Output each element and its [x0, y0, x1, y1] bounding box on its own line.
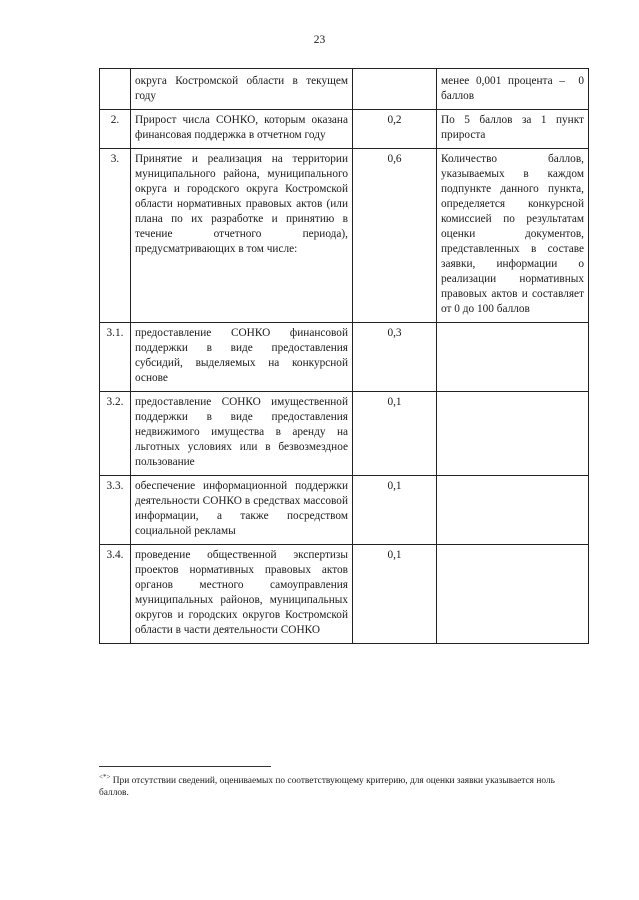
- criterion-scoring: [437, 323, 589, 392]
- criterion-weight: 0,3: [353, 323, 437, 392]
- table-row: [100, 392, 589, 476]
- criterion-scoring: менее 0,001 процента – 0 баллов: [437, 69, 589, 110]
- table-row: [100, 149, 589, 323]
- page-number: 23: [313, 34, 326, 46]
- criterion-scoring: [437, 476, 589, 545]
- criterion-name: Принятие и реализация на территории муниципального района, муниципального округа и городского округа Костромской области нормативных правовых актов (или плана по их разработке и принятию в течение отчетного периода), предусматривающих в том числе:: [131, 149, 353, 323]
- criterion-weight: 0,2: [353, 110, 437, 149]
- footnote-divider: [99, 766, 271, 767]
- criterion-weight: 0,1: [353, 476, 437, 545]
- criterion-weight: 0,1: [353, 545, 437, 644]
- criterion-weight: 0,1: [353, 392, 437, 476]
- criterion-scoring: [437, 545, 589, 644]
- row-number: 3.4.: [100, 545, 131, 644]
- row-number: 3.2.: [100, 392, 131, 476]
- row-number: 2.: [100, 110, 131, 149]
- criterion-name: обеспечение информационной поддержки деятельности СОНКО в средствах массовой информации, а также посредством социальной рекламы: [131, 476, 353, 545]
- footnote: [99, 771, 583, 799]
- criterion-scoring: По 5 баллов за 1 пункт прироста: [437, 110, 589, 149]
- criterion-scoring: Количество баллов, указываемых в каждом подпункте данного пункта, определяется конкурсной комиссией по результатам оценки документов, представленных в составе заявки, информации о реализации нормативных правовых актов и составляет от 0 до 100 баллов: [437, 149, 589, 323]
- criterion-weight: 0,6: [353, 149, 437, 323]
- criterion-name: предоставление СОНКО имущественной поддержки в виде предоставления недвижимого имущества в аренду на льготных условиях или в безвозмездное пользование: [131, 392, 353, 476]
- criterion-weight: [353, 69, 437, 110]
- footnote-text: При отсутствии сведений, оцениваемых по соответствующему критерию, для оценки заявки указывается ноль баллов.: [99, 776, 555, 799]
- criterion-name: Прирост числа СОНКО, которым оказана финансовая поддержка в отчетном году: [131, 110, 353, 149]
- row-number: 3.: [100, 149, 131, 323]
- table-row: [100, 545, 589, 644]
- table-row: [100, 323, 589, 392]
- criteria-table: [99, 68, 589, 644]
- row-number: [100, 69, 131, 110]
- table-row: [100, 476, 589, 545]
- table-row: [100, 110, 589, 149]
- criterion-name: проведение общественной экспертизы проектов нормативных правовых актов органов местного самоуправления муниципальных районов, муниципальных округов и городских округов Костромской области в части деятельности СОНКО: [131, 545, 353, 644]
- footnote-marker: <*>: [99, 773, 111, 781]
- criterion-scoring: [437, 392, 589, 476]
- row-number: 3.1.: [100, 323, 131, 392]
- criterion-name: округа Костромской области в текущем году: [131, 69, 353, 110]
- row-number: 3.3.: [100, 476, 131, 545]
- table-row: [100, 69, 589, 110]
- criterion-name: предоставление СОНКО финансовой поддержки в виде предоставления субсидий, выделяемых на конкурсной основе: [131, 323, 353, 392]
